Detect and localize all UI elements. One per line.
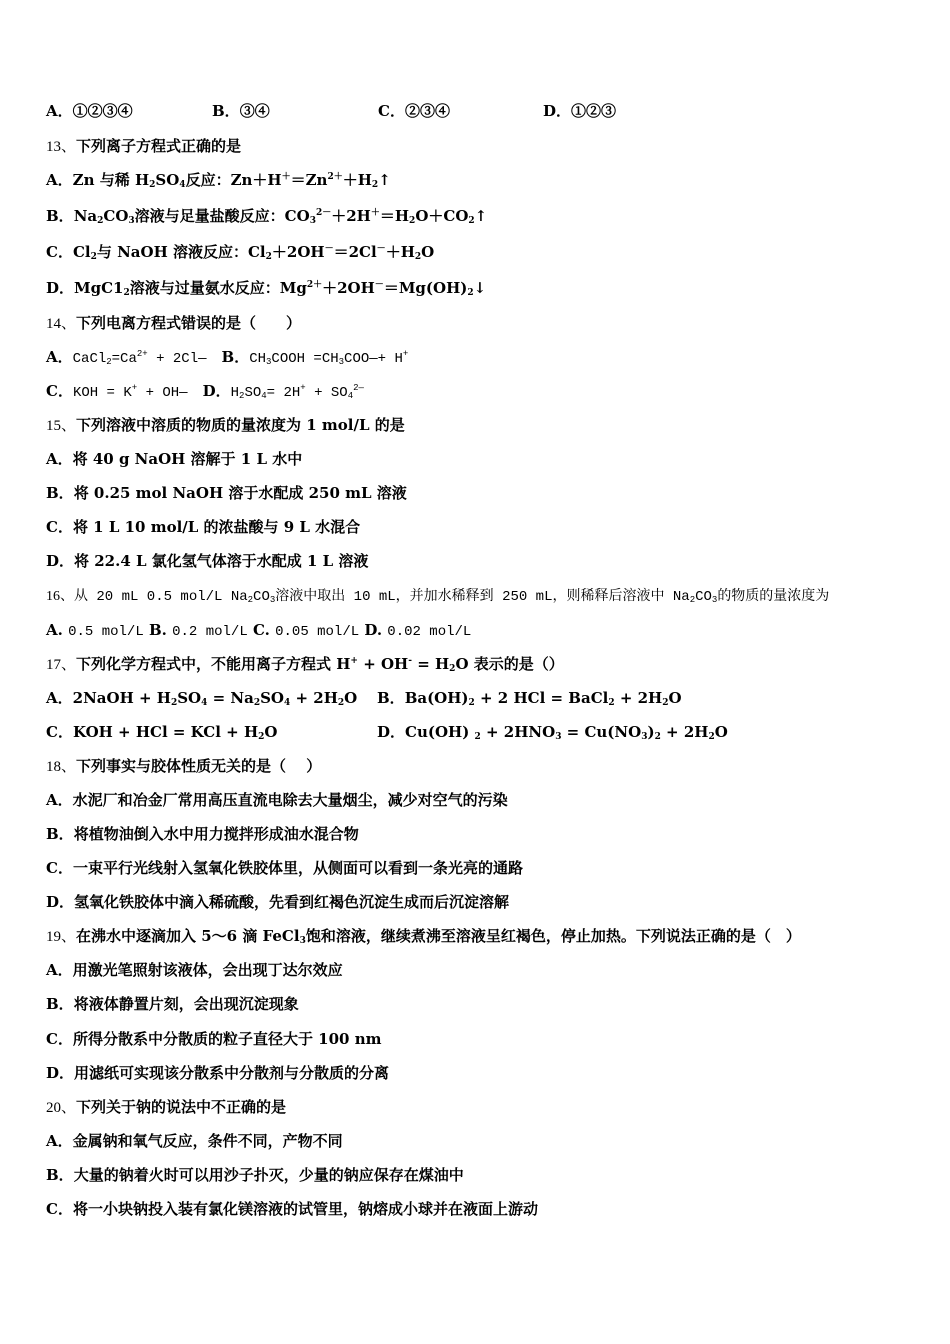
q17-stem (46, 654, 564, 675)
option-label: B． (46, 825, 74, 843)
option-label: B． (46, 1166, 74, 1184)
option-text: 用滤纸可实现该分散系中分散剂与分散质的分离 (74, 1064, 390, 1082)
option-label: D． (46, 279, 75, 297)
q13-option-d (46, 278, 486, 298)
question-text: 下列事实与胶体性质无关的是（ ） (76, 757, 322, 775)
q17-option-a (46, 688, 357, 708)
question-number: 17、 (46, 657, 77, 673)
q14-options-row-2 (46, 381, 364, 403)
option-text: 金属钠和氧气反应，条件不同，产物不同 (72, 1132, 343, 1150)
option-label: C． (46, 1030, 73, 1048)
option-text: 将一小块钠投入装有氯化镁溶液的试管里，钠熔成小球并在液面上游动 (72, 1200, 538, 1218)
question-number: 13、 (46, 139, 77, 155)
q15-option-d (46, 551, 368, 571)
q16-stem (46, 586, 829, 607)
q17-option-b (377, 688, 682, 708)
option-label: B． (46, 207, 74, 225)
q17-option-c (46, 722, 277, 742)
option-text: ③④ (239, 102, 270, 120)
q18-stem (46, 756, 321, 777)
option-label: D． (46, 1064, 75, 1082)
option-label: B． (212, 102, 240, 120)
option-text: $Na_2CO_3$溶液与足量盐酸反应：$CO_3^{2-}+2H^+=H_2O+CO_2↑$ (73, 207, 488, 226)
option-text: 2NaOH + $H_2SO_4 = Na_2SO_4 + 2H_2O$ (72, 689, 358, 708)
option-text: 将 1 L 10 mol/L 的浓盐酸与 9 L 水混合 (72, 518, 361, 536)
q15-option-c (46, 517, 360, 537)
q12-option-b (212, 101, 270, 121)
option-text: 用激光笔照射该液体，会出现丁达尔效应 (72, 961, 343, 979)
option-text: KOH + HCl = KCl + $H_2O$ (72, 723, 278, 742)
q20-option-a (46, 1131, 343, 1151)
option-label: D． (377, 723, 406, 741)
option-label: D． (46, 893, 75, 911)
q13-option-b (46, 206, 487, 226)
option-label: C． (46, 723, 73, 741)
option-label: B． (46, 995, 74, 1013)
q18-option-c (46, 858, 523, 878)
option-text: 水泥厂和冶金厂常用高压直流电除去大量烟尘，减少对空气的污染 (72, 791, 508, 809)
option-text: $Cl_2$与 NaOH 溶液反应：$Cl_2+2OH^-=2Cl^-+H_2O$ (72, 243, 435, 262)
option-label: A． (46, 1132, 73, 1150)
option-text: Cu(OH) $_2 + 2HNO_3 = Cu(NO_3)_2 + 2H_2O$ (405, 723, 728, 742)
q12-option-d (543, 101, 616, 121)
question-text: 下列化学方程式中，不能用离子方程式 $H^+ + OH^- = H_2O$ 表示的是（） (76, 655, 564, 674)
option-text: 将 0.25 mol NaOH 溶于水配成 250 mL 溶液 (73, 484, 407, 502)
question-text: 下列离子方程式正确的是 (76, 137, 242, 155)
q20-option-b (46, 1165, 464, 1185)
option-text: 将植物油倒入水中用力搅拌形成油水混合物 (73, 825, 359, 843)
q19-option-a (46, 960, 343, 980)
question-number: 19、 (46, 929, 77, 945)
q18-option-d (46, 892, 509, 912)
option-text: A. 0.5 mol/L B. 0.2 mol/L C. 0.05 mol/L D. 0.02 mol/L (46, 621, 472, 640)
option-label: A． (46, 450, 73, 468)
option-label: D． (543, 102, 572, 120)
q14-options-row-1 (46, 347, 408, 369)
q16-options (46, 620, 471, 642)
option-label: C． (46, 859, 73, 877)
option-label: C． (46, 518, 73, 536)
option-text: C．KOH = K+ + OH— D．$H_2SO_4= 2H^+ + SO_4^{2—}$ (46, 382, 364, 401)
option-label: A． (46, 791, 73, 809)
q19-stem (46, 926, 801, 947)
q15-option-a (46, 449, 302, 469)
option-label: C． (378, 102, 405, 120)
question-number: 16、 (46, 589, 74, 604)
option-text: 将液体静置片刻，会出现沉淀现象 (73, 995, 299, 1013)
q12-option-c (378, 101, 450, 121)
q20-option-c (46, 1199, 538, 1219)
option-text: 一束平行光线射入氢氧化铁胶体里，从侧面可以看到一条光亮的通路 (72, 859, 523, 877)
question-text: 下列溶液中溶质的物质的量浓度为 1 mol/L 的是 (76, 416, 405, 434)
option-label: C． (46, 1200, 73, 1218)
option-text: $Ba(OH)_2 + 2$ HCl = BaCl$_2$ + $2H_2O$ (404, 689, 682, 708)
question-text: 下列电离方程式错误的是（ ） (76, 314, 302, 332)
option-text: A．$CaCl_2=Ca^{2+}$ + 2Cl— B．$CH_3COOH$ $=CH_3COO—+ H^+$ (46, 348, 409, 367)
option-text: Zn 与稀 $H_2SO_4$反应：$Zn+H^+=Zn^{2+}+H_2↑$ (72, 171, 391, 190)
q19-option-d (46, 1063, 389, 1083)
option-text: 大量的钠着火时可以用沙子扑灭，少量的钠应保存在煤油中 (73, 1166, 464, 1184)
q18-option-b (46, 824, 359, 844)
option-text: 将 40 g NaOH 溶解于 1 L 水中 (72, 450, 303, 468)
option-label: A． (46, 961, 73, 979)
option-text: ①②③④ (72, 102, 133, 120)
question-number: 18、 (46, 759, 77, 775)
question-text: 下列关于钠的说法中不正确的是 (76, 1098, 287, 1116)
question-number: 14、 (46, 316, 77, 332)
option-text: 所得分散系中分散质的粒子直径大于 100 nm (72, 1030, 382, 1048)
q18-option-a (46, 790, 508, 810)
option-label: A． (46, 689, 73, 707)
q13-option-c (46, 242, 434, 262)
q19-option-c (46, 1029, 382, 1049)
option-label: A． (46, 171, 73, 189)
q14-stem (46, 313, 301, 334)
question-number: 20、 (46, 1100, 77, 1116)
option-text: ②③④ (404, 102, 450, 120)
option-label: C． (46, 243, 73, 261)
q13-option-a (46, 170, 391, 190)
q20-stem (46, 1097, 286, 1118)
option-text: 将 22.4 L 氯化氢气体溶于水配成 1 L 溶液 (74, 552, 369, 570)
question-text: 从 20 mL 0.5 mol/L $Na_2CO_3$溶液中取出 10 mL，并加水稀释到 250 mL，则稀释后溶液中 $Na_2CO_3$的物质的量浓度为 (74, 589, 830, 605)
q15-option-b (46, 483, 407, 503)
q17-option-d (377, 722, 728, 742)
option-label: B． (377, 689, 405, 707)
question-number: 15、 (46, 418, 77, 434)
option-label: B． (46, 484, 74, 502)
option-text: ①②③ (571, 102, 617, 120)
question-text: 在沸水中逐滴加入 5～6 滴 FeCl$_3$饱和溶液，继续煮沸至溶液呈红褐色，停止加热。下列说法正确的是（ ） (76, 927, 801, 946)
option-label: D． (46, 552, 75, 570)
option-text: 氢氧化铁胶体中滴入稀硫酸，先看到红褐色沉淀生成而后沉淀溶解 (74, 893, 510, 911)
option-label: A． (46, 102, 73, 120)
q19-option-b (46, 994, 299, 1014)
q13-stem (46, 136, 241, 157)
q15-stem (46, 415, 405, 436)
option-text: $MgC1_2$溶液与过量氨水反应：$Mg^{2+}+2OH^-=Mg(OH)_2↓$ (74, 279, 487, 298)
q12-option-a (46, 101, 133, 121)
